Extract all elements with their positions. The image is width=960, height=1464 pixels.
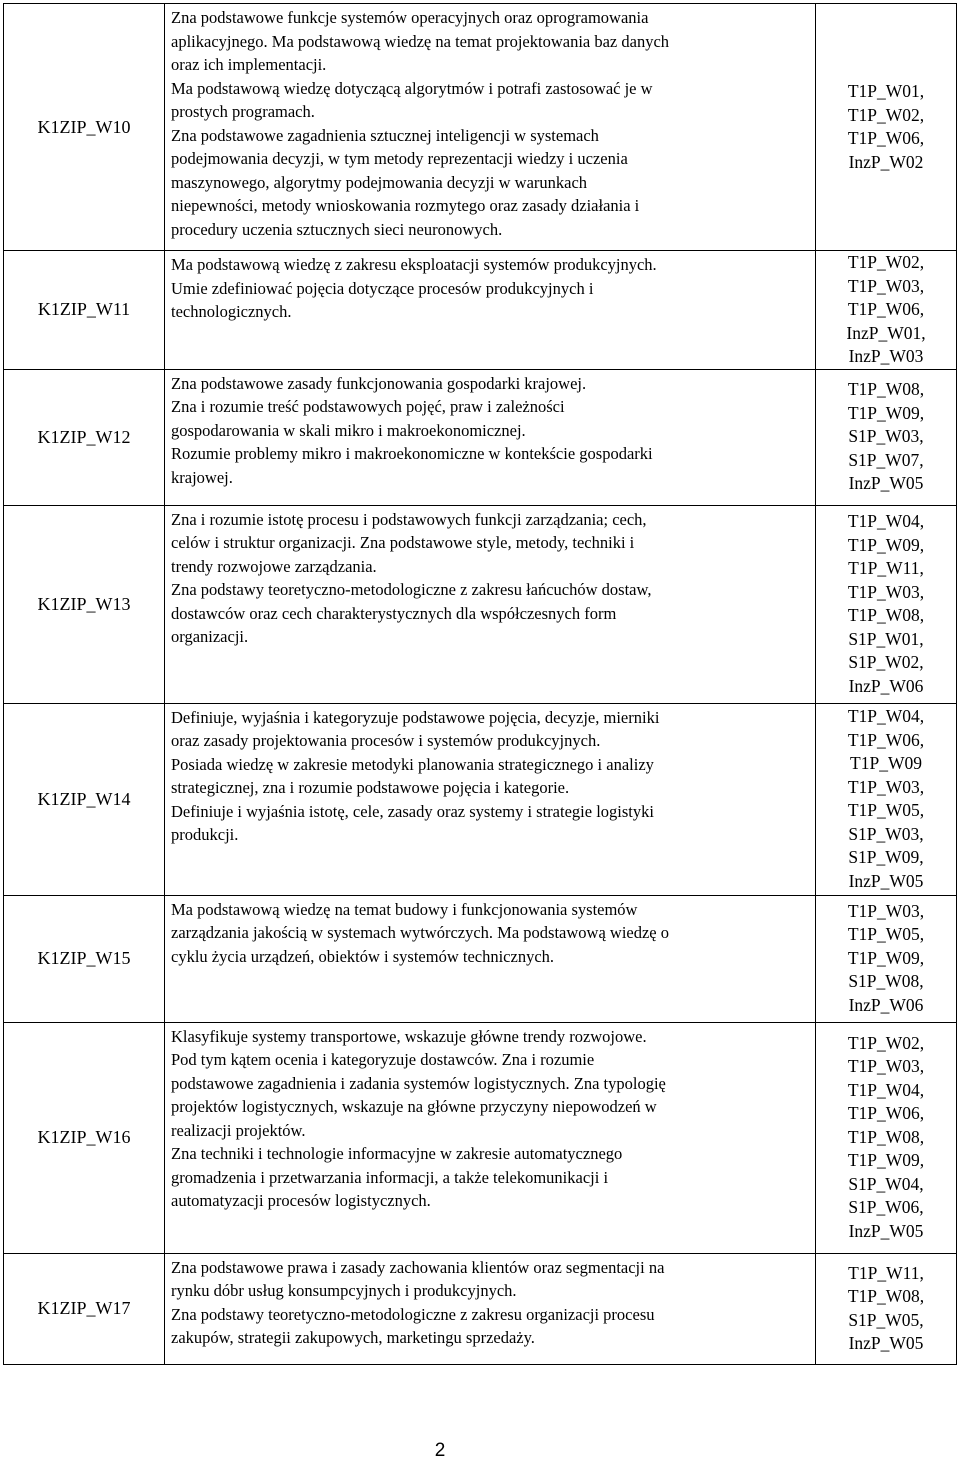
outcome-description (165, 505, 816, 703)
description-line: automatyzacji procesów logistycznych. (171, 1191, 431, 1210)
reference-code: T1P_W02, (847, 1032, 925, 1053)
reference-code: InzP_W06 (848, 675, 924, 696)
reference-code: T1P_W09 (850, 753, 922, 773)
reference-code: T1P_W03, (847, 275, 925, 296)
table-row (4, 251, 957, 370)
description-line: Zna podstawy teoretyczno-metodologiczne z zakresu organizacji procesu (171, 1304, 655, 1324)
table-row (4, 369, 957, 505)
reference-code: InzP_W03 (848, 346, 924, 366)
reference-codes (816, 1253, 957, 1364)
reference-code: T1P_W05, (847, 924, 925, 945)
table-row (4, 895, 957, 1022)
reference-code: T1P_W09, (847, 402, 925, 423)
reference-code: T1P_W06, (847, 299, 925, 319)
outcome-code: K1ZIP_W13 (4, 505, 165, 703)
table-row (4, 1253, 957, 1364)
description-line: cyklu życia urządzeń, obiektów i systemów technicznych. (171, 946, 555, 966)
description-line: strategicznej, zna i rozumie podstawowe pojęcia i kategorie. (171, 778, 570, 797)
reference-code: T1P_W08, (847, 605, 925, 625)
outcome-code: K1ZIP_W14 (4, 703, 165, 895)
description-line: Pod tym kątem ocenia i kategoryzuje dostawców. Zna i rozumie (171, 1050, 595, 1069)
reference-code: T1P_W11, (848, 1262, 924, 1283)
reference-code: S1P_W08, (848, 971, 924, 992)
table-row (4, 703, 957, 895)
description-line: prostych programach. (171, 102, 315, 121)
reference-code: T1P_W06, (847, 729, 925, 750)
reference-code: T1P_W08, (847, 1126, 925, 1147)
reference-code: T1P_W03, (847, 776, 925, 797)
reference-code: T1P_W05, (847, 800, 925, 820)
reference-code: InzP_W05 (848, 870, 924, 891)
description-line: produkcji. (171, 825, 239, 844)
reference-code: S1P_W03, (848, 823, 924, 844)
reference-code: T1P_W02, (847, 104, 925, 125)
reference-code: T1P_W03, (847, 1056, 925, 1077)
description-line: Zna i rozumie istotę procesu i podstawowych funkcji zarządzania; cech, (171, 509, 647, 529)
description-line: Zna podstawowe zasady funkcjonowania gospodarki krajowej. (171, 373, 587, 393)
reference-code: T1P_W03, (847, 581, 925, 602)
outcome-code: K1ZIP_W16 (4, 1022, 165, 1253)
reference-code: T1P_W08, (847, 1286, 925, 1306)
outcome-code: K1ZIP_W11 (4, 251, 165, 370)
reference-codes (816, 251, 957, 370)
reference-code: T1P_W04, (847, 706, 925, 726)
reference-code: T1P_W06, (847, 128, 925, 148)
reference-code: T1P_W02, (847, 252, 925, 272)
reference-codes (816, 1022, 957, 1253)
description-line: Zna i rozumie treść podstawowych pojęć, praw i zależności (171, 397, 565, 416)
reference-code: T1P_W03, (847, 900, 925, 921)
reference-codes (816, 703, 957, 895)
outcome-description (165, 895, 816, 1022)
description-line: technologicznych. (171, 302, 292, 321)
table-row (4, 505, 957, 703)
description-line: organizacji. (171, 627, 249, 646)
reference-code: T1P_W08, (847, 379, 925, 400)
reference-code: S1P_W06, (848, 1197, 924, 1218)
reference-code: T1P_W04, (847, 511, 925, 531)
description-line: krajowej. (171, 467, 233, 487)
reference-codes (816, 4, 957, 251)
description-line: zarządzania jakością w systemach wytwórczych. Ma podstawową wiedzę o (171, 923, 670, 942)
description-line: Zna podstawowe funkcje systemów operacyjnych oraz oprogramowania (171, 8, 649, 27)
description-line: Ma podstawową wiedzę z zakresu eksploatacji systemów produkcyjnych. (171, 255, 657, 274)
description-line: podstawowe zagadnienia i zadania systemów logistycznych. Zna typologię (171, 1073, 666, 1093)
reference-code: InzP_W02 (848, 151, 924, 172)
outcome-description (165, 703, 816, 895)
outcome-description (165, 1253, 816, 1364)
reference-code: T1P_W09, (847, 947, 925, 968)
reference-code: S1P_W04, (848, 1173, 924, 1194)
description-line: Zna techniki i technologie informacyjne w zakresie automatycznego (171, 1144, 623, 1163)
description-line: Definiuje i wyjaśnia istotę, cele, zasady oraz systemy i strategie logistyki (171, 801, 654, 821)
description-line: Rozumie problemy mikro i makroekonomiczne w kontekście gospodarki (171, 444, 653, 463)
reference-codes (816, 505, 957, 703)
table-row (4, 1022, 957, 1253)
outcome-code: K1ZIP_W12 (4, 369, 165, 505)
description-line: realizacji projektów. (171, 1120, 306, 1140)
reference-code: T1P_W06, (847, 1103, 925, 1124)
description-line: Definiuje, wyjaśnia i kategoryzuje podstawowe pojęcia, decyzje, mierniki (171, 707, 660, 727)
description-line: Zna podstawowe zagadnienia sztucznej inteligencji w systemach (171, 125, 599, 145)
reference-code: InzP_W05 (848, 1333, 924, 1353)
reference-code: T1P_W09, (847, 534, 925, 555)
description-line: maszynowego, algorytmy podejmowania decyzji w warunkach (171, 172, 588, 192)
description-line: dostawców oraz cech charakterystycznych dla współczesnych form (171, 603, 617, 623)
reference-codes (816, 895, 957, 1022)
description-line: procedury uczenia sztucznych sieci neuronowych. (171, 219, 503, 239)
outcome-description (165, 1022, 816, 1253)
reference-code: InzP_W05 (848, 473, 924, 494)
reference-code: S1P_W07, (848, 449, 924, 470)
description-line: gospodarowania w skali mikro i makroekonomicznej. (171, 420, 526, 440)
reference-codes (816, 369, 957, 505)
outcome-code: K1ZIP_W15 (4, 895, 165, 1022)
description-line: Posiada wiedzę w zakresie metodyki planowania strategicznego i analizy (171, 754, 654, 774)
description-line: celów i struktur organizacji. Zna podstawowe style, metody, techniki i (171, 533, 635, 552)
description-line: aplikacyjnego. Ma podstawową wiedzę na temat projektowania baz danych (171, 31, 670, 51)
description-line: Ma podstawową wiedzę dotyczącą algorytmów i potrafi zastosować je w (171, 78, 653, 98)
table-body (4, 4, 957, 1365)
page-number: 2 (434, 1440, 446, 1461)
reference-code: S1P_W03, (848, 426, 924, 447)
reference-code: T1P_W09, (847, 1150, 925, 1171)
description-line: Umie zdefiniować pojęcia dotyczące procesów produkcyjnych i (171, 278, 594, 298)
reference-code: InzP_W05 (848, 1220, 924, 1241)
reference-code: T1P_W04, (847, 1079, 925, 1100)
description-line: Klasyfikuje systemy transportowe, wskazuje główne trendy rozwojowe. (171, 1026, 647, 1046)
description-line: zakupów, strategii zakupowych, marketingu sprzedaży. (171, 1328, 535, 1347)
reference-code: S1P_W09, (848, 847, 924, 867)
outcome-description (165, 4, 816, 251)
description-line: oraz zasady projektowania procesów i systemów produkcyjnych. (171, 731, 601, 750)
reference-code: S1P_W05, (848, 1309, 924, 1330)
learning-outcomes-table (3, 3, 957, 1365)
reference-code: S1P_W02, (848, 652, 924, 672)
reference-code: InzP_W01, (846, 322, 926, 343)
outcome-description (165, 369, 816, 505)
description-line: Zna podstawy teoretyczno-metodologiczne z zakresu łańcuchów dostaw, (171, 580, 652, 599)
description-line: gromadzenia i przetwarzania informacji, a także telekomunikacji i (171, 1167, 609, 1187)
reference-code: T1P_W01, (847, 81, 925, 101)
reference-code: T1P_W11, (848, 558, 924, 578)
reference-code: InzP_W06 (848, 994, 924, 1015)
description-line: rynku dóbr usług konsumpcyjnych i produkcyjnych. (171, 1281, 517, 1300)
description-line: niepewności, metody wnioskowania rozmytego oraz zasady działania i (171, 196, 640, 215)
description-line: Ma podstawową wiedzę na temat budowy i funkcjonowania systemów (171, 899, 638, 919)
description-line: trendy rozwojowe zarządzania. (171, 556, 377, 576)
outcome-code: K1ZIP_W17 (4, 1253, 165, 1364)
description-line: projektów logistycznych, wskazuje na główne przyczyny niepowodzeń w (171, 1097, 657, 1116)
outcome-code: K1ZIP_W10 (4, 4, 165, 251)
description-line: podejmowania decyzji, w tym metody reprezentacji wiedzy i uczenia (171, 149, 628, 168)
table-row (4, 4, 957, 251)
outcome-description (165, 251, 816, 370)
reference-code: S1P_W01, (848, 628, 924, 649)
description-line: oraz ich implementacji. (171, 55, 327, 74)
description-line: Zna podstawowe prawa i zasady zachowania klientów oraz segmentacji na (171, 1257, 665, 1277)
